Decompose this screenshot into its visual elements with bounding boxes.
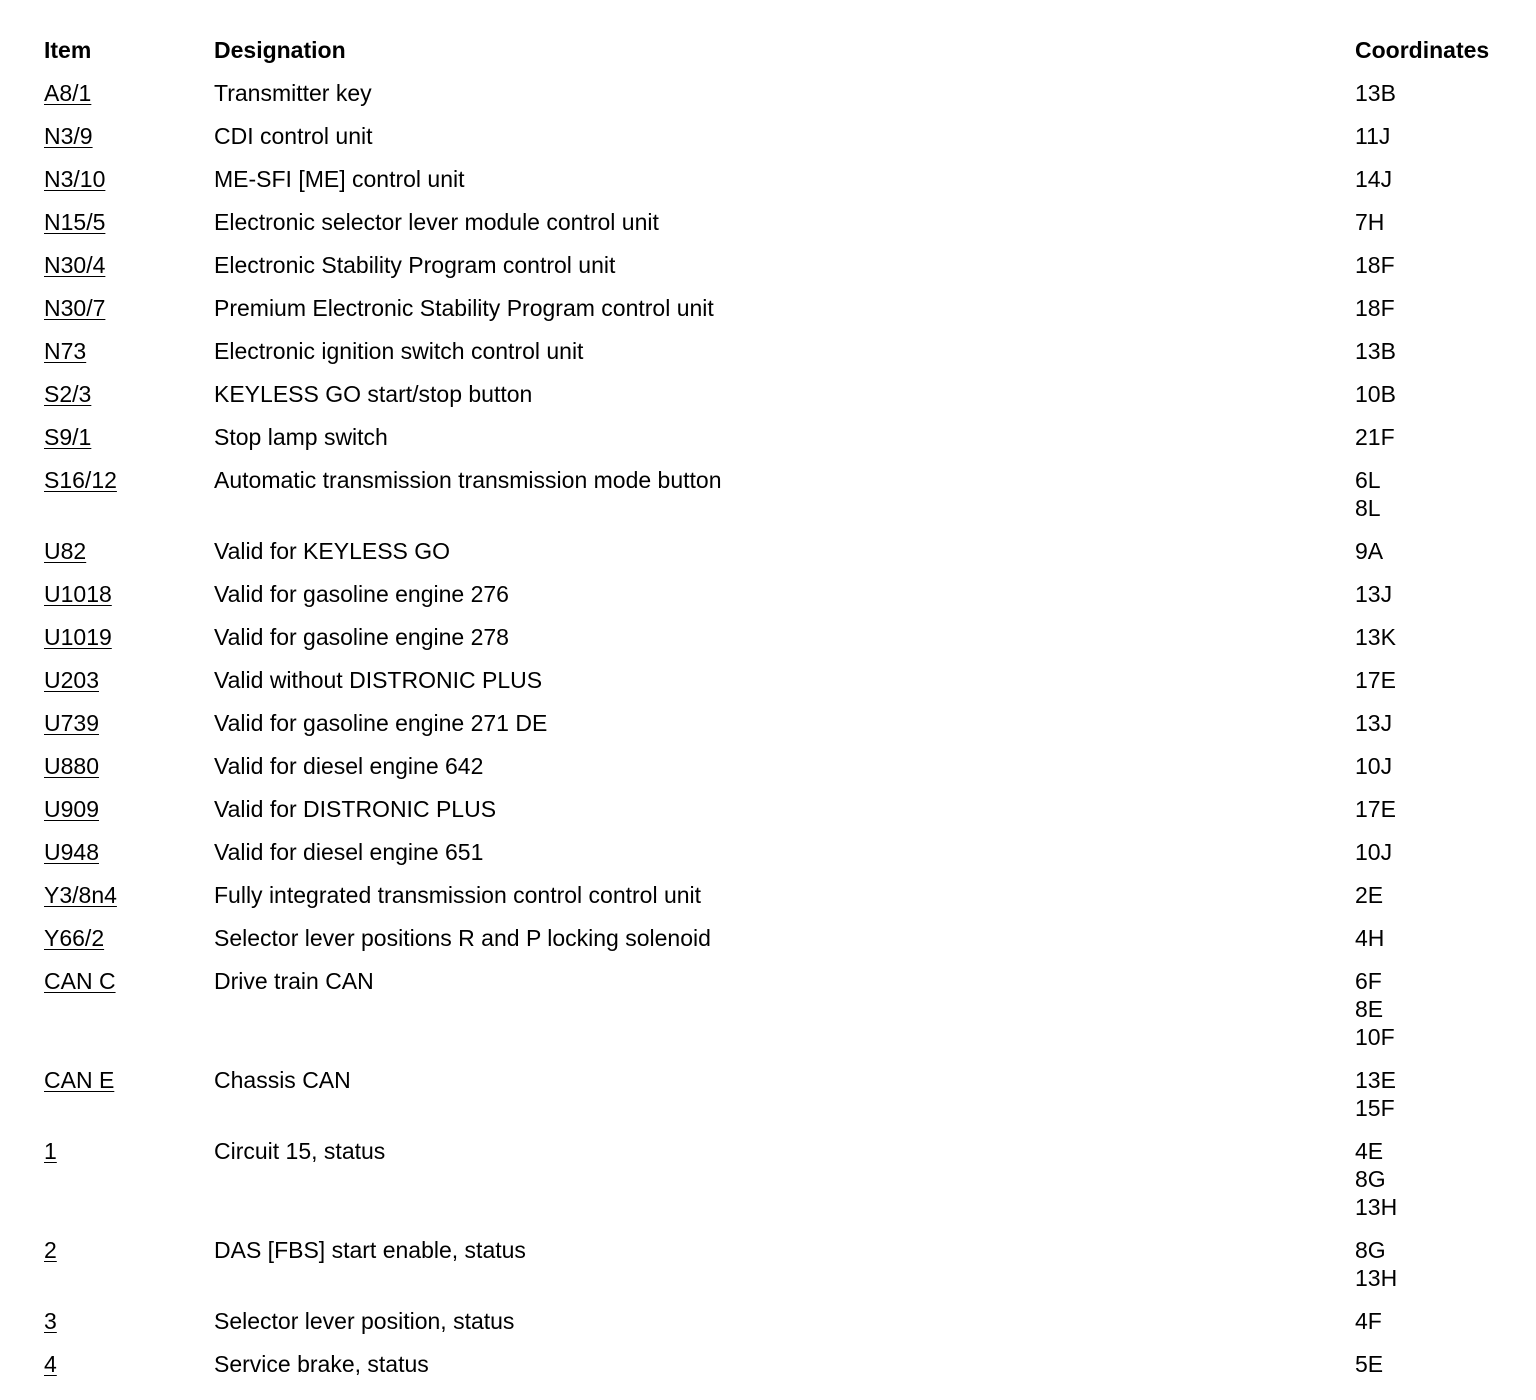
coordinate-value: 9A (1355, 538, 1384, 564)
item-link[interactable]: CAN C (44, 968, 116, 994)
item-link[interactable]: U880 (44, 753, 99, 779)
item-cell (44, 79, 214, 122)
item-cell (44, 423, 214, 466)
coordinate-value: 13J (1355, 581, 1393, 607)
item-cell (44, 537, 214, 580)
table-row (44, 795, 1524, 838)
header-row (44, 36, 1524, 79)
coordinate-value: 5E (1355, 1351, 1384, 1377)
coordinates-cell (1355, 165, 1524, 208)
item-cell (44, 122, 214, 165)
item-cell (44, 1307, 214, 1350)
coordinate-value: 4F (1355, 1308, 1382, 1334)
designation-cell: Fully integrated transmission control control unit (214, 882, 702, 908)
table-row (44, 251, 1524, 294)
designation-cell: Chassis CAN (214, 1067, 351, 1093)
item-cell (44, 623, 214, 666)
coordinate-value: 13H (1355, 1194, 1398, 1220)
coordinates-cell (1355, 337, 1524, 380)
item-cell (44, 795, 214, 838)
table-row (44, 1066, 1524, 1137)
item-link[interactable]: 2 (44, 1237, 57, 1263)
item-cell (44, 1066, 214, 1137)
table-row (44, 623, 1524, 666)
designation-cell: DAS [FBS] start enable, status (214, 1237, 526, 1263)
item-link[interactable]: N15/5 (44, 209, 106, 235)
item-cell (44, 752, 214, 795)
coordinates-cell (1355, 1350, 1524, 1393)
coordinates-cell (1355, 967, 1524, 1066)
coordinates-cell (1355, 122, 1524, 165)
table-row (44, 466, 1524, 537)
table-row (44, 79, 1524, 122)
coordinates-cell (1355, 881, 1524, 924)
coordinates-cell (1355, 208, 1524, 251)
designation-cell: Valid for gasoline engine 271 DE (214, 710, 548, 736)
designation-cell: KEYLESS GO start/stop button (214, 381, 533, 407)
table-row (44, 294, 1524, 337)
coordinates-cell (1355, 1137, 1524, 1236)
item-link[interactable]: U948 (44, 839, 99, 865)
table-row (44, 666, 1524, 709)
coordinates-cell (1355, 838, 1524, 881)
coordinate-value: 13J (1355, 710, 1393, 736)
table-header (44, 36, 1524, 79)
item-cell (44, 1350, 214, 1393)
designation-cell: Selector lever position, status (214, 1308, 515, 1334)
table-row (44, 967, 1524, 1066)
item-cell (44, 924, 214, 967)
coordinate-value: 6F (1355, 968, 1382, 994)
table-row (44, 122, 1524, 165)
coordinate-value: 17E (1355, 667, 1396, 693)
item-link[interactable]: S2/3 (44, 381, 92, 407)
coordinate-value: 8E (1355, 996, 1384, 1022)
table-row (44, 165, 1524, 208)
coordinates-cell (1355, 1236, 1524, 1307)
item-cell (44, 709, 214, 752)
coordinate-value: 7H (1355, 209, 1385, 235)
coordinates-cell (1355, 752, 1524, 795)
designation-cell: Valid for diesel engine 651 (214, 839, 484, 865)
designation-cell: Circuit 15, status (214, 1138, 386, 1164)
coordinates-cell (1355, 380, 1524, 423)
item-link[interactable]: N30/4 (44, 252, 106, 278)
item-link[interactable]: Y3/8n4 (44, 882, 117, 908)
item-link[interactable]: U203 (44, 667, 99, 693)
item-cell (44, 251, 214, 294)
table-row (44, 1307, 1524, 1350)
item-cell (44, 466, 214, 537)
table-row (44, 838, 1524, 881)
coordinates-cell (1355, 666, 1524, 709)
item-link[interactable]: U1019 (44, 624, 112, 650)
item-link[interactable]: 4 (44, 1351, 57, 1377)
table-row (44, 709, 1524, 752)
designation-cell: CDI control unit (214, 123, 373, 149)
designation-cell: Valid for diesel engine 642 (214, 753, 484, 779)
coordinate-value: 14J (1355, 166, 1393, 192)
coordinate-value: 10B (1355, 381, 1396, 407)
table-row (44, 337, 1524, 380)
item-link[interactable]: U909 (44, 796, 99, 822)
designation-cell: Premium Electronic Stability Program control unit (214, 295, 714, 321)
designation-cell: Drive train CAN (214, 968, 374, 994)
coordinates-cell (1355, 251, 1524, 294)
table-row (44, 924, 1524, 967)
coordinate-value: 13E (1355, 1067, 1396, 1093)
designation-cell: Electronic ignition switch control unit (214, 338, 584, 364)
designation-cell: Electronic Stability Program control unit (214, 252, 616, 278)
coordinate-value: 10F (1355, 1024, 1395, 1050)
item-cell (44, 208, 214, 251)
legend-table (44, 36, 1524, 1393)
designation-cell: Valid for gasoline engine 278 (214, 624, 509, 650)
item-link[interactable]: S16/12 (44, 467, 117, 493)
coordinate-value: 10J (1355, 839, 1393, 865)
table-row (44, 1236, 1524, 1307)
coordinates-cell (1355, 623, 1524, 666)
coordinates-cell (1355, 1307, 1524, 1350)
item-link[interactable]: N30/7 (44, 295, 106, 321)
table-row (44, 208, 1524, 251)
table-row (44, 380, 1524, 423)
designation-cell: Automatic transmission transmission mode button (214, 467, 722, 493)
item-link[interactable]: N3/9 (44, 123, 93, 149)
coordinates-cell (1355, 1066, 1524, 1137)
designation-cell: Transmitter key (214, 80, 372, 106)
coordinate-value: 13B (1355, 80, 1396, 106)
table-row (44, 423, 1524, 466)
designation-cell: Selector lever positions R and P locking solenoid (214, 925, 711, 951)
item-cell (44, 838, 214, 881)
coordinate-value: 8G (1355, 1237, 1386, 1263)
designation-cell: Valid for KEYLESS GO (214, 538, 451, 564)
coordinate-value: 10J (1355, 753, 1393, 779)
designation-cell: Electronic selector lever module control unit (214, 209, 659, 235)
header-designation: Designation (214, 37, 346, 63)
table-row (44, 580, 1524, 623)
item-link[interactable]: CAN E (44, 1067, 115, 1093)
coordinate-value: 8L (1355, 495, 1381, 521)
item-cell (44, 380, 214, 423)
item-cell (44, 666, 214, 709)
item-cell (44, 1137, 214, 1236)
item-cell (44, 1236, 214, 1307)
item-link[interactable]: A8/1 (44, 80, 92, 106)
table-row (44, 537, 1524, 580)
item-link[interactable]: U739 (44, 710, 99, 736)
designation-cell: Service brake, status (214, 1351, 429, 1377)
coordinate-value: 13H (1355, 1265, 1398, 1291)
table-row (44, 752, 1524, 795)
item-cell (44, 881, 214, 924)
table-row (44, 881, 1524, 924)
designation-cell: Valid without DISTRONIC PLUS (214, 667, 543, 693)
coordinate-value: 11J (1355, 123, 1391, 149)
coordinate-value: 21F (1355, 424, 1395, 450)
header-coordinates: Coordinates (1355, 37, 1490, 63)
designation-cell: ME-SFI [ME] control unit (214, 166, 465, 192)
coordinates-cell (1355, 709, 1524, 752)
coordinates-cell (1355, 795, 1524, 838)
designation-cell: Stop lamp switch (214, 424, 388, 450)
item-link[interactable]: S9/1 (44, 424, 92, 450)
coordinates-cell (1355, 924, 1524, 967)
table-row (44, 1350, 1524, 1393)
table-row (44, 1137, 1524, 1236)
item-link[interactable]: U82 (44, 538, 87, 564)
coordinate-value: 6L (1355, 467, 1381, 493)
item-cell (44, 967, 214, 1066)
item-cell (44, 165, 214, 208)
coordinates-cell (1355, 423, 1524, 466)
item-link[interactable]: 1 (44, 1138, 57, 1164)
item-link[interactable]: Y66/2 (44, 925, 105, 951)
coordinate-value: 4H (1355, 925, 1385, 951)
coordinates-cell (1355, 79, 1524, 122)
coordinate-value: 18F (1355, 295, 1395, 321)
item-link[interactable]: N73 (44, 338, 87, 364)
item-link[interactable]: U1018 (44, 581, 112, 607)
item-link[interactable]: N3/10 (44, 166, 106, 192)
coordinate-value: 13B (1355, 338, 1396, 364)
coordinates-cell (1355, 466, 1524, 537)
coordinate-value: 18F (1355, 252, 1395, 278)
item-cell (44, 294, 214, 337)
table-body (44, 79, 1524, 1393)
designation-cell: Valid for DISTRONIC PLUS (214, 796, 497, 822)
coordinate-value: 2E (1355, 882, 1384, 908)
coordinate-value: 13K (1355, 624, 1396, 650)
item-cell (44, 580, 214, 623)
coordinate-value: 17E (1355, 796, 1396, 822)
coordinate-value: 15F (1355, 1095, 1395, 1121)
coordinates-cell (1355, 537, 1524, 580)
coordinate-value: 4E (1355, 1138, 1384, 1164)
coordinates-cell (1355, 580, 1524, 623)
header-item: Item (44, 37, 92, 63)
item-link[interactable]: 3 (44, 1308, 57, 1334)
item-cell (44, 337, 214, 380)
designation-cell: Valid for gasoline engine 276 (214, 581, 509, 607)
coordinate-value: 8G (1355, 1166, 1386, 1192)
coordinates-cell (1355, 294, 1524, 337)
